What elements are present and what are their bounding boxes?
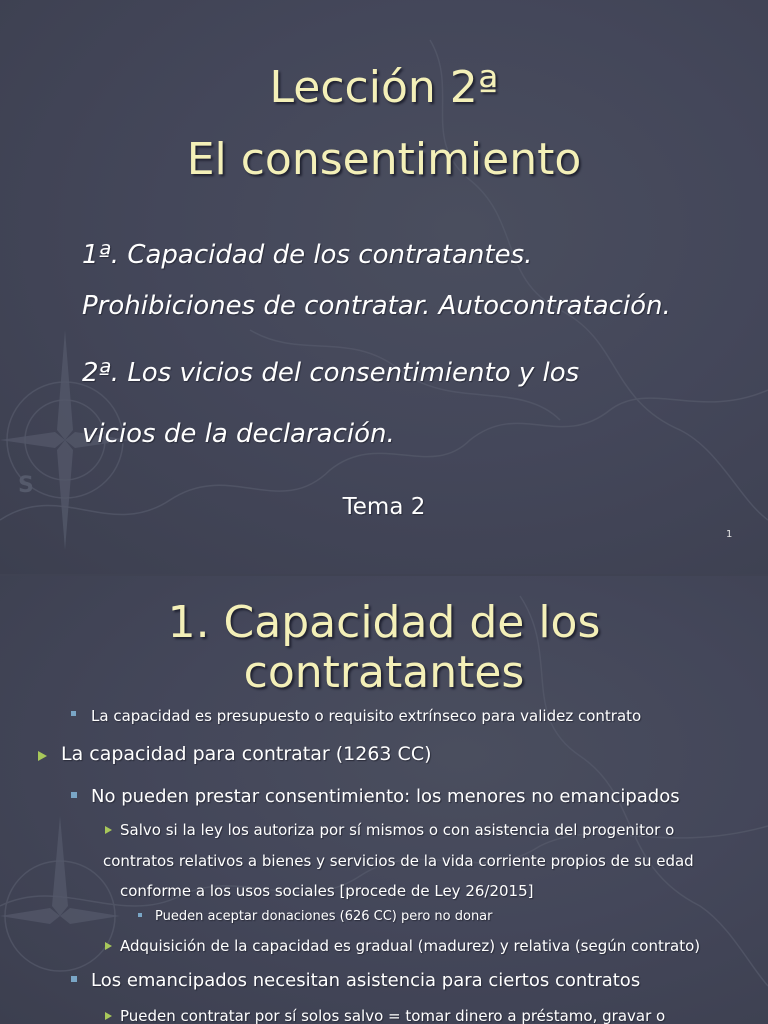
list-item: Pueden aceptar donaciones (626 CC) pero no donar [155,909,493,924]
topic-item: Prohibiciones de contratar. Autocontratación. [82,291,671,321]
square-bullet-icon [71,711,76,716]
square-bullet-icon [71,976,77,982]
topic-item: 2ª. Los vicios del consentimiento y los [82,358,580,388]
list-item: Salvo si la ley los autoriza por sí mismos o con asistencia del progenitor o [120,821,675,839]
lesson-title: Lección 2ª [269,62,499,113]
lesson-subtitle: El consentimiento [186,134,582,185]
topic-item: vicios de la declaración. [82,419,395,449]
arrow-bullet-icon [38,751,47,761]
page-number: 1 [726,529,733,540]
list-item: La capacidad es presupuesto o requisito extrínseco para validez contrato [91,707,642,725]
arrow-bullet-icon [105,826,112,834]
list-item-continuation: conforme a los usos sociales [procede de Ley 26/2015] [120,882,534,900]
compass-s-letter: S [18,473,34,498]
square-bullet-icon [71,792,77,798]
arrow-bullet-icon [105,1012,112,1020]
list-item: Pueden contratar por sí solos salvo = tomar dinero a préstamo, gravar o [120,1007,666,1024]
slide-2 [0,576,768,1024]
slide-title: 1. Capacidad de los [167,597,601,648]
list-item: No pueden prestar consentimiento: los menores no emancipados [91,786,680,807]
tema-label: Tema 2 [342,494,426,520]
topic-item: 1ª. Capacidad de los contratantes. [82,240,533,270]
list-item: Los emancipados necesitan asistencia para ciertos contratos [91,970,641,991]
square-bullet-icon [138,913,142,917]
list-item: La capacidad para contratar (1263 CC) [61,743,432,765]
slide-title: contratantes [243,647,525,698]
arrow-bullet-icon [105,942,112,950]
list-item: Adquisición de la capacidad es gradual (madurez) y relativa (según contrato) [120,937,701,955]
list-item-continuation: contratos relativos a bienes y servicios de la vida corriente propios de su edad [103,852,694,870]
